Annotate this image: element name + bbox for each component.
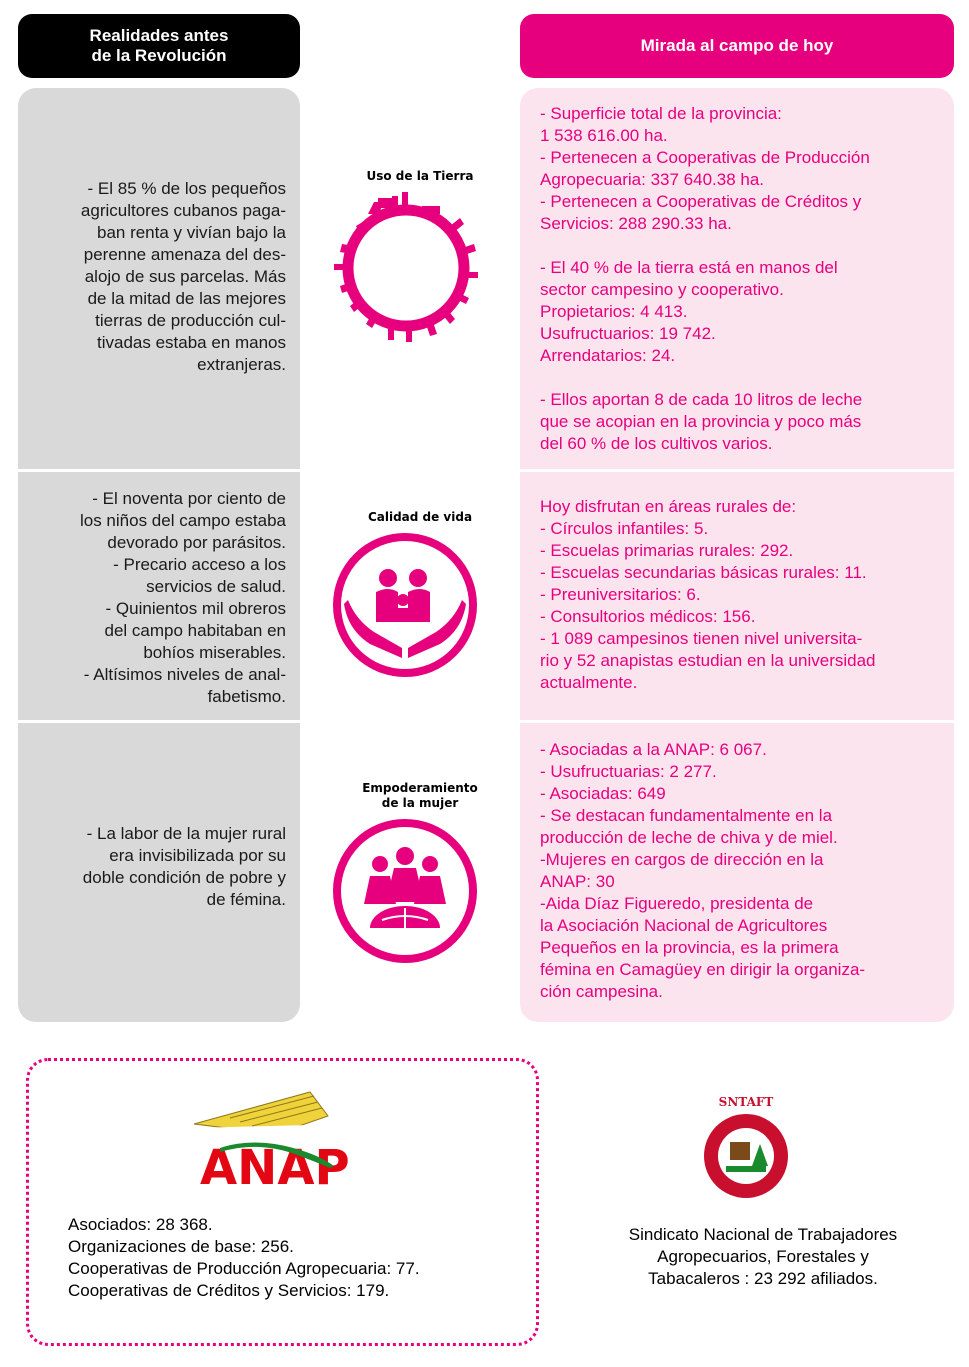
sntaft-caption: Sindicato Nacional de Trabajadores Agropecuarios, Forestales y Tabacaleros : 23 292 afiliados. bbox=[628, 1225, 898, 1288]
family-hands-icon bbox=[330, 530, 480, 680]
today-land-text: - Superficie total de la provincia: 1 538 616.00 ha. - Pertenecen a Cooperativas de Producción Agropecuaria: 337 640.38 ha. - Pertenecen a Cooperativas de Créditos y Servicios: 288 290.33 ha. - El 40 % de la tierra está en manos del sector campesino y cooperativo. Propietarios: 4 413. Usufructuarios: 19 742. Arrendatarios: 24. - Ellos aportan 8 de cada 10 litros de leche que se acopian en la provincia y poco más del 60 % de los cultivos varios. bbox=[540, 104, 870, 453]
today-header: Mirada al campo de hoy bbox=[520, 14, 954, 78]
women-globe-icon bbox=[330, 816, 480, 966]
world-people-icon bbox=[326, 186, 486, 346]
anap-logo bbox=[190, 1088, 360, 1196]
before-women-text: - La labor de la mujer rural era invisibilizada por su doble condición de pobre y de fémina. bbox=[82, 824, 286, 909]
row-divider bbox=[520, 720, 954, 723]
row-divider bbox=[520, 469, 954, 472]
before-column bbox=[18, 88, 300, 1022]
topic-life-label: Calidad de vida bbox=[367, 510, 473, 524]
anap-stats: Asociados: 28 368. Organizaciones de base: 256. Cooperativas de Producción Agropecuaria: 77. Cooperativas de Créditos y Servicios: 179. bbox=[68, 1215, 420, 1300]
before-life-text: - El noventa por ciento de los niños del campo estaba devorado por parásitos. - Precario acceso a los servicios de salud. - Quinientos mil obreros del campo habitaban en bohíos miserables. - Altísimos niveles de anal- fabetismo. bbox=[79, 489, 286, 706]
today-women-text: - Asociadas a la ANAP: 6 067. - Usufructuarias: 2 277. - Asociadas: 649 - Se destacan fundamentalmente en la producción de leche de chiva y de miel. -Mujeres en cargos de dirección en la ANAP: 30 -Aida Díaz Figueredo, presidenta de la Asociación Nacional de Agricultores Pequeños en la provincia, es la primera fémina en Camagüey en dirigir la organiza- ción campesina. bbox=[540, 740, 866, 1001]
before-land-text: - El 85 % de los pequeños agricultores cubanos paga- ban renta y vivían bajo la perenne amenaza del des- alojo de sus parcelas. Más de la mitad de las mejores tierras de producción cul- tivadas estaba en manos extranjeras. bbox=[80, 179, 286, 374]
anap-logo-text: ANAP bbox=[200, 1140, 350, 1196]
today-column bbox=[520, 88, 954, 1022]
row-divider bbox=[18, 720, 300, 723]
sntaft-logo-text: SNTAFT bbox=[718, 1095, 774, 1109]
topic-land-label: Uso de la Tierra bbox=[366, 169, 474, 183]
today-life-text: Hoy disfrutan en áreas rurales de: - Círculos infantiles: 5. - Escuelas primarias rurales: 292. - Escuelas secundarias básicas rurales: 11. - Preuniversitarios: 6. - Consultorios médicos: 156. - 1 089 campesinos tienen nivel universita- rio y 52 anapistas estudian en la universidad actualmente. bbox=[540, 497, 876, 692]
topic-women-label: Empoderamiento de la mujer bbox=[362, 781, 478, 810]
before-revolution-header: Realidades antes de la Revolución bbox=[18, 14, 300, 78]
row-divider bbox=[18, 469, 300, 472]
sntaft-logo bbox=[696, 1092, 796, 1202]
